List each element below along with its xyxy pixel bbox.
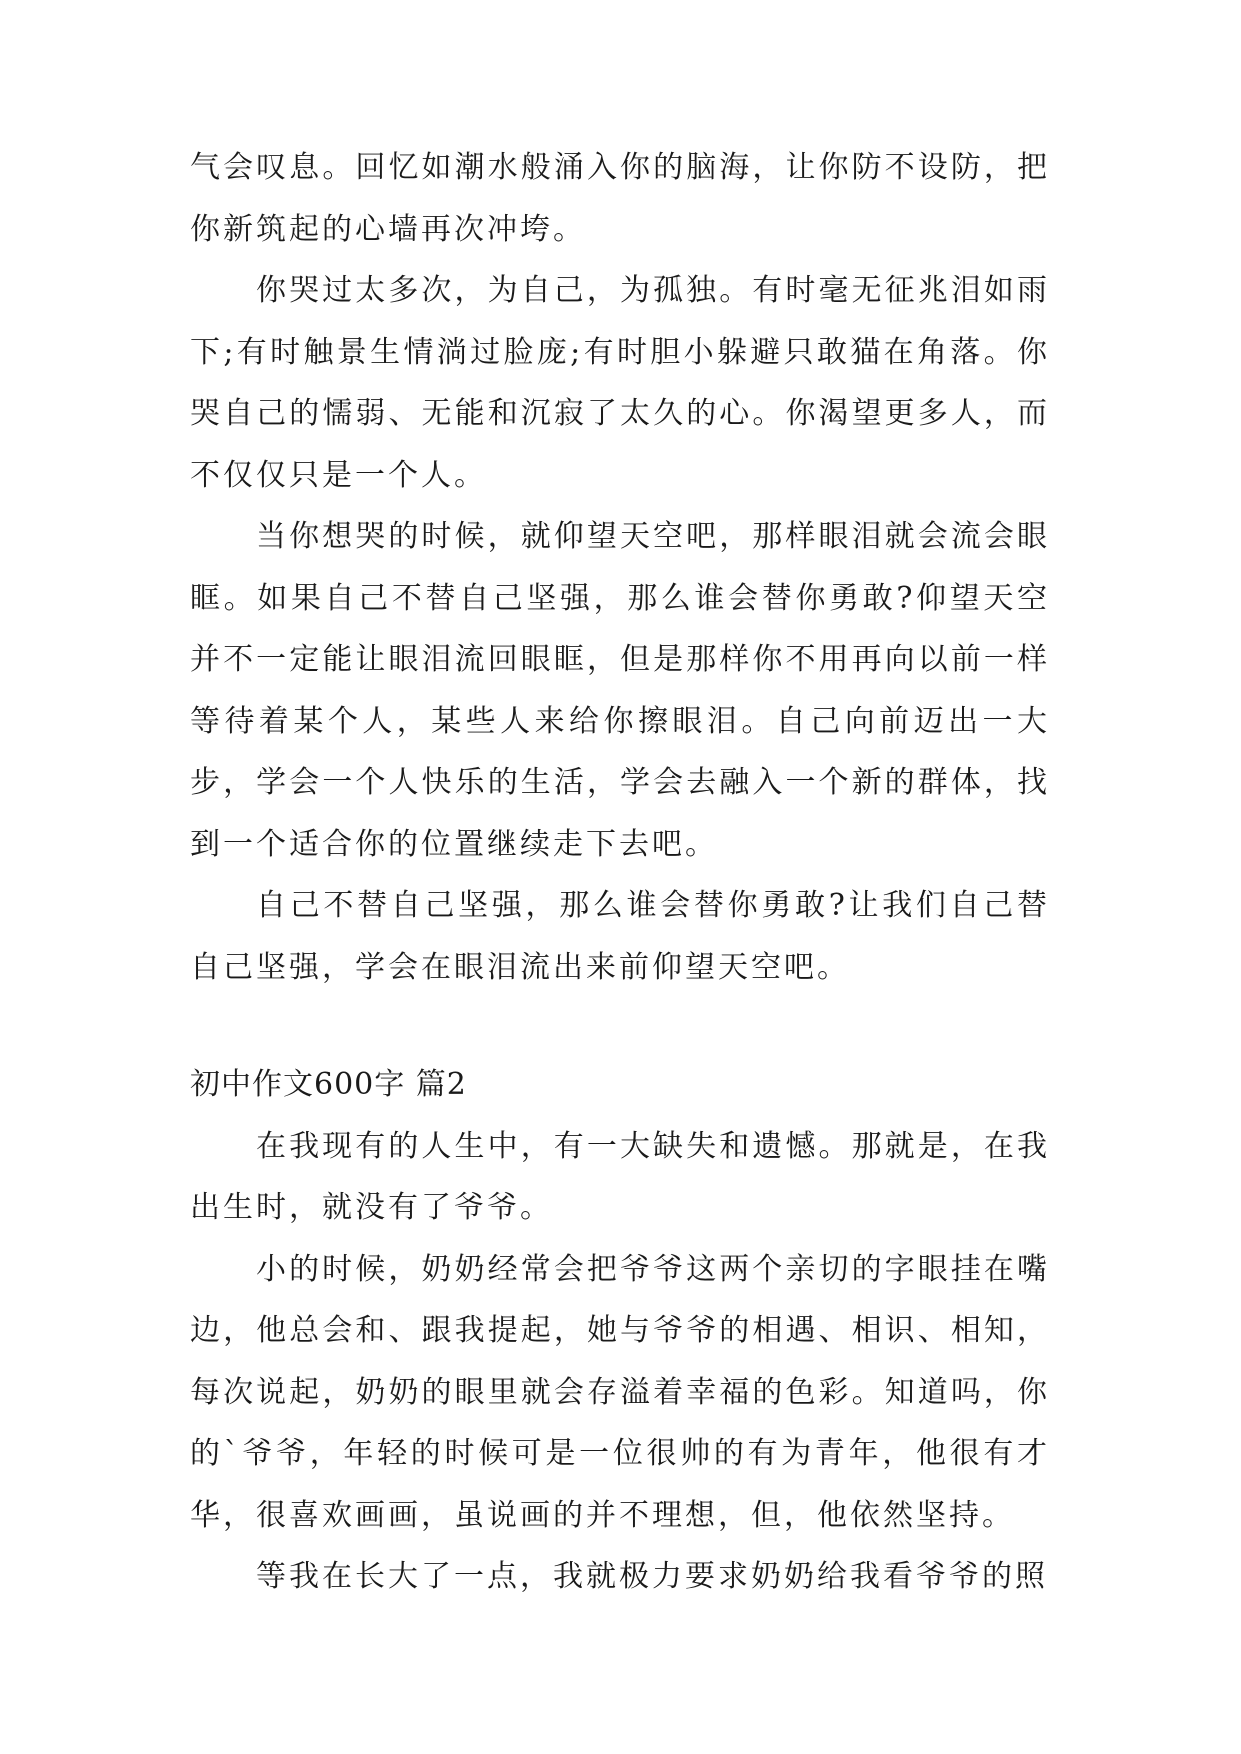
section-gap <box>190 998 1050 1054</box>
paragraph-1: 气会叹息。回忆如潮水般涌入你的脑海，让你防不设防，把你新筑起的心墙再次冲垮。 <box>190 150 1050 247</box>
section-heading: 初中作文600字 篇2 <box>190 1067 467 1102</box>
document-body <box>190 137 1050 1608</box>
paragraph-7: 等我在长大了一点，我就极力要求奶奶给我看爷爷的照 <box>256 1559 1048 1594</box>
paragraph-4: 自己不替自己坚强，那么谁会替你勇敢?让我们自己替自己坚强，学会在眼泪流出来前仰望天空吧。 <box>190 888 1050 985</box>
paragraph-5: 在我现有的人生中，有一大缺失和遗憾。那就是，在我出生时，就没有了爷爷。 <box>190 1128 1050 1225</box>
paragraph-3: 当你想哭的时候，就仰望天空吧，那样眼泪就会流会眼眶。如果自己不替自己坚强，那么谁会替你勇敢?仰望天空并不一定能让眼泪流回眼眶，但是那样你不用再向以前一样等待着某个人，某些人来给你擦眼泪。自己向前迈出一大步，学会一个人快乐的生活，学会去融入一个新的群体，找到一个适合你的位置继续走下去吧。 <box>190 519 1050 862</box>
paragraph-6: 小的时候，奶奶经常会把爷爷这两个亲切的字眼挂在嘴边，他总会和、跟我提起，她与爷爷的相遇、相识、相知，每次说起，奶奶的眼里就会存溢着幸福的色彩。知道吗，你的`爷爷，年轻的时候可是一位很帅的有为青年，他很有才华，很喜欢画画，虽说画的并不理想，但，他依然坚持。 <box>190 1251 1050 1533</box>
paragraph-2: 你哭过太多次，为自己，为孤独。有时毫无征兆泪如雨下;有时触景生情淌过脸庞;有时胆小躲避只敢猫在角落。你哭自己的懦弱、无能和沉寂了太久的心。你渴望更多人，而不仅仅只是一个人。 <box>190 273 1050 493</box>
